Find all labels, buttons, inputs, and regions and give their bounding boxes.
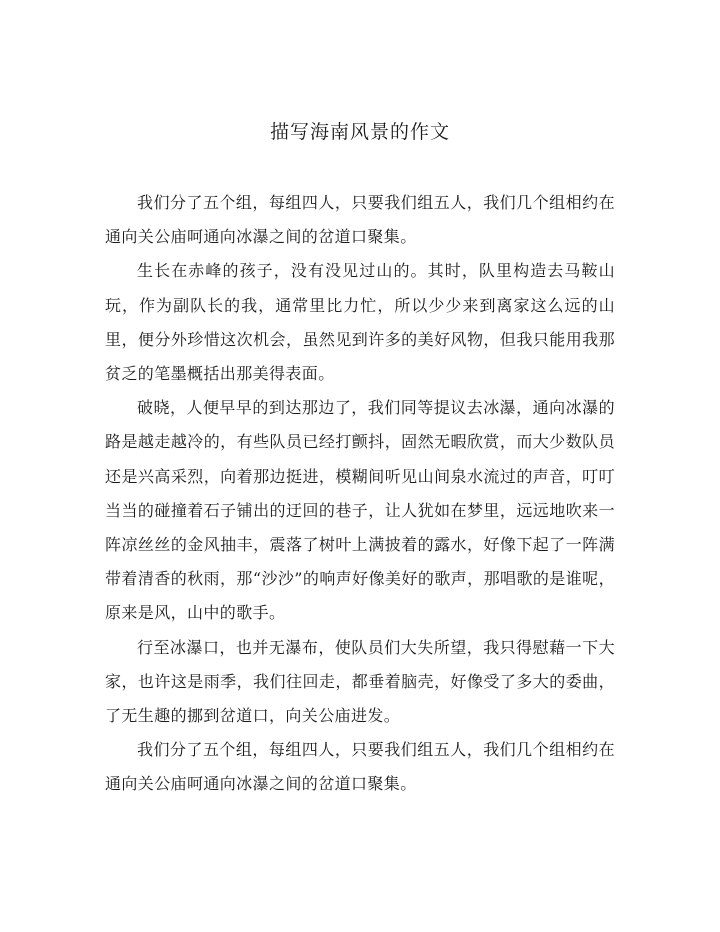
paragraph-1: 我们分了五个组，每组四人，只要我们组五人，我们几个组相约在通向关公庙呵通向冰瀑之间的岔道口聚集。 [105, 193, 615, 247]
document-body [105, 186, 615, 802]
document-title: 描写海南风景的作文 [269, 121, 450, 143]
paragraph-3: 破晓，人便早早的到达那边了，我们同等提议去冰瀑，通向冰瀑的路是越走越冷的，有些队员已经打颤抖，固然无暇欣赏，而大少数队员还是兴高采烈，向着那边挺进，模糊间听见山间泉水流过的声音，叮叮当当的碰撞着石子铺出的迂回的巷子，让人犹如在梦里，远远地吹来一阵凉丝丝的金风抽丰，震落了树叶上满披着的露水，好像下起了一阵满带着清香的秋雨，那“沙沙”的响声好像美好的歌声，那唱歌的是谁呢，原来是风，山中的歌手。 [105, 398, 615, 623]
paragraph-4: 行至冰瀑口，也并无瀑布，使队员们大失所望，我只得慰藉一下大家，也许这是雨季，我们往回走，都垂着脑壳，好像受了多大的委曲，了无生趣的挪到岔道口，向关公庙进发。 [105, 637, 615, 726]
paragraph-2: 生长在赤峰的孩子，没有没见过山的。其时，队里构造去马鞍山玩，作为副队长的我，通常里比力忙，所以少少来到离家这么远的山里，便分外珍惜这次机会，虽然见到许多的美好风物，但我只能用我那贫乏的笔墨概括出那美得表面。 [105, 261, 615, 384]
paragraph-5: 我们分了五个组，每组四人，只要我们组五人，我们几个组相约在通向关公庙呵通向冰瀑之间的岔道口聚集。 [105, 740, 615, 794]
